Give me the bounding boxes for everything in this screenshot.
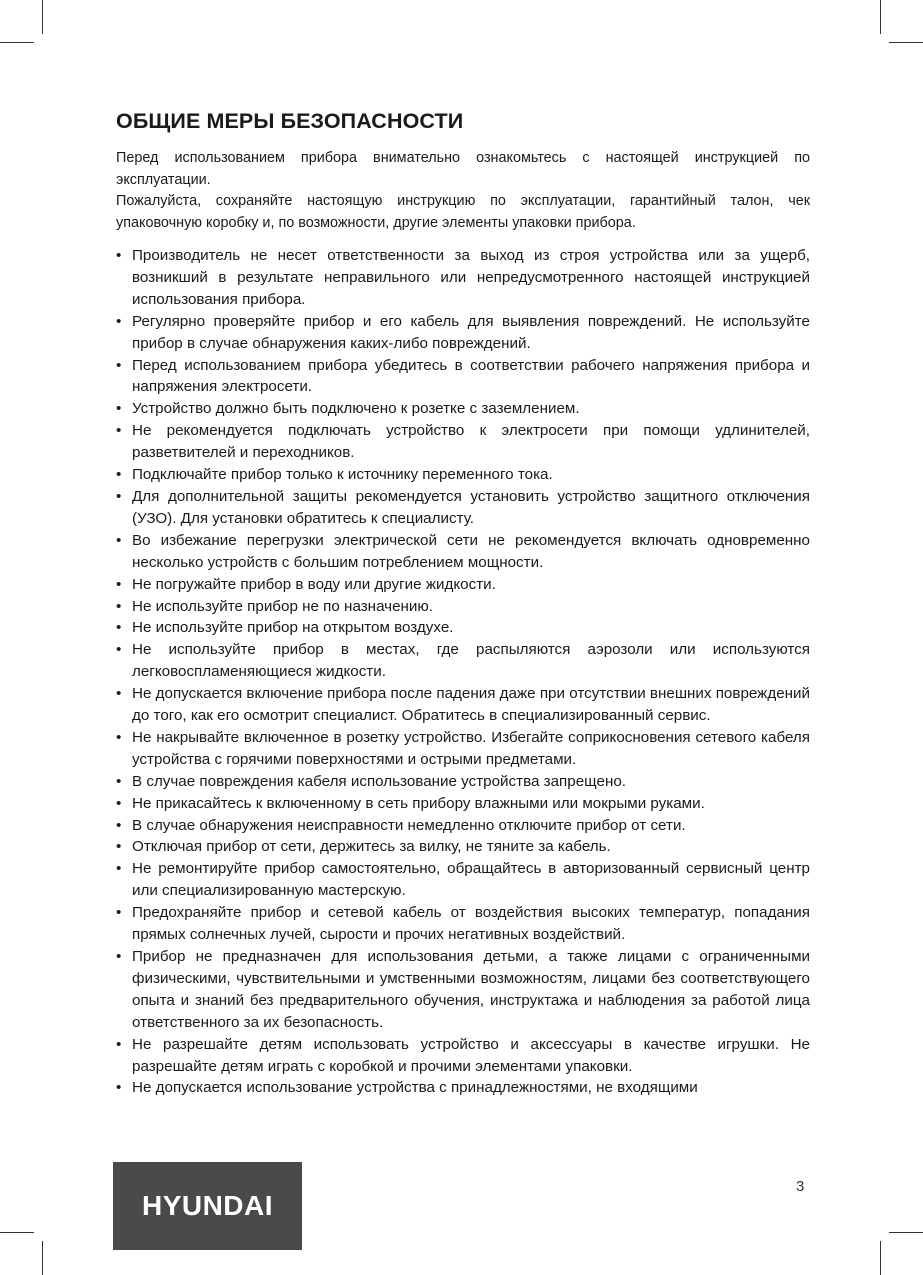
page-number: 3: [796, 1178, 805, 1195]
list-item: • Отключая прибор от сети, держитесь за вилку, не тяните за кабель.: [116, 836, 810, 858]
crop-mark: [0, 1232, 34, 1233]
list-item: • Не допускается использование устройства с принадлежностями, не входящими: [116, 1077, 810, 1099]
crop-mark: [42, 1241, 43, 1275]
crop-mark: [880, 0, 881, 34]
page-title: ОБЩИЕ МЕРЫ БЕЗОПАСНОСТИ: [116, 109, 464, 133]
list-item: • Не используйте прибор на открытом воздухе.: [116, 617, 810, 639]
intro-paragraph: Перед использованием прибора внимательно ознакомьтесь с настоящей инструкцией по эксплуатации.: [116, 150, 810, 188]
intro-text: [116, 148, 810, 234]
list-item: • В случае обнаружения неисправности немедленно отключите прибор от сети.: [116, 815, 810, 837]
list-item: • Не используйте прибор не по назначению.: [116, 596, 810, 618]
crop-mark: [889, 1232, 923, 1233]
list-item: • Во избежание перегрузки электрической сети не рекомендуется включать одновременно несколько устройств с большим потреблением мощности.: [116, 530, 810, 574]
list-item: • Перед использованием прибора убедитесь в соответствии рабочего напряжения прибора и напряжения электросети.: [116, 355, 810, 399]
list-item: • Подключайте прибор только к источнику переменного тока.: [116, 464, 810, 486]
list-item: • Прибор не предназначен для использования детьми, а также лицами с ограниченными физическими, чувствительными и умственными возможностям, лицами без соответствующего опыта и знаний без предварительного обучения, инструктажа и наблюдения за работой лица ответственного за их безопасность.: [116, 946, 810, 1034]
safety-rules-list: [116, 245, 810, 1099]
list-item: • Устройство должно быть подключено к розетке с заземлением.: [116, 398, 810, 420]
crop-mark: [880, 1241, 881, 1275]
crop-mark: [889, 42, 923, 43]
list-item: • Для дополнительной защиты рекомендуется установить устройство защитного отключения (УЗО). Для установки обратитесь к специалисту.: [116, 486, 810, 530]
intro-paragraph: Пожалуйста, сохраняйте настоящую инструкцию по эксплуатации, гарантийный талон, чек упаковочную коробку и, по возможности, другие элементы упаковки прибора.: [116, 193, 810, 231]
brand-logo: [113, 1162, 302, 1250]
list-item: • Не накрывайте включенное в розетку устройство. Избегайте соприкосновения сетевого кабеля устройства с горячими поверхностями и острыми предметами.: [116, 727, 810, 771]
list-item: • Предохраняйте прибор и сетевой кабель от воздействия высоких температур, попадания прямых солнечных лучей, сырости и прочих негативных воздействий.: [116, 902, 810, 946]
list-item: • Не разрешайте детям использовать устройство и аксессуары в качестве игрушки. Не разрешайте детям играть с коробкой и прочими элементами упаковки.: [116, 1034, 810, 1078]
list-item: • Не погружайте прибор в воду или другие жидкости.: [116, 574, 810, 596]
list-item: • Не допускается включение прибора после падения даже при отсутствии внешних повреждений до того, как его осмотрит специалист. Обратитесь в специализированный сервис.: [116, 683, 810, 727]
list-item: • Не прикасайтесь к включенному в сеть прибору влажными или мокрыми руками.: [116, 793, 810, 815]
crop-mark: [0, 42, 34, 43]
crop-mark: [42, 0, 43, 34]
list-item: • В случае повреждения кабеля использование устройства запрещено.: [116, 771, 810, 793]
list-item: • Не рекомендуется подключать устройство к электросети при помощи удлинителей, разветвителей и переходников.: [116, 420, 810, 464]
list-item: • Регулярно проверяйте прибор и его кабель для выявления повреждений. Не используйте прибор в случае обнаружения каких-либо повреждений.: [116, 311, 810, 355]
list-item: • Производитель не несет ответственности за выход из строя устройства или за ущерб, возникший в результате неправильного или непредусмотренного настоящей инструкцией использования прибора.: [116, 245, 810, 311]
list-item: • Не используйте прибор в местах, где распыляются аэрозоли или используются легковоспламеняющиеся жидкости.: [116, 639, 810, 683]
brand-logo-text: HYUNDAI: [141, 1190, 274, 1221]
list-item: • Не ремонтируйте прибор самостоятельно, обращайтесь в авторизованный сервисный центр или специализированную мастерскую.: [116, 858, 810, 902]
